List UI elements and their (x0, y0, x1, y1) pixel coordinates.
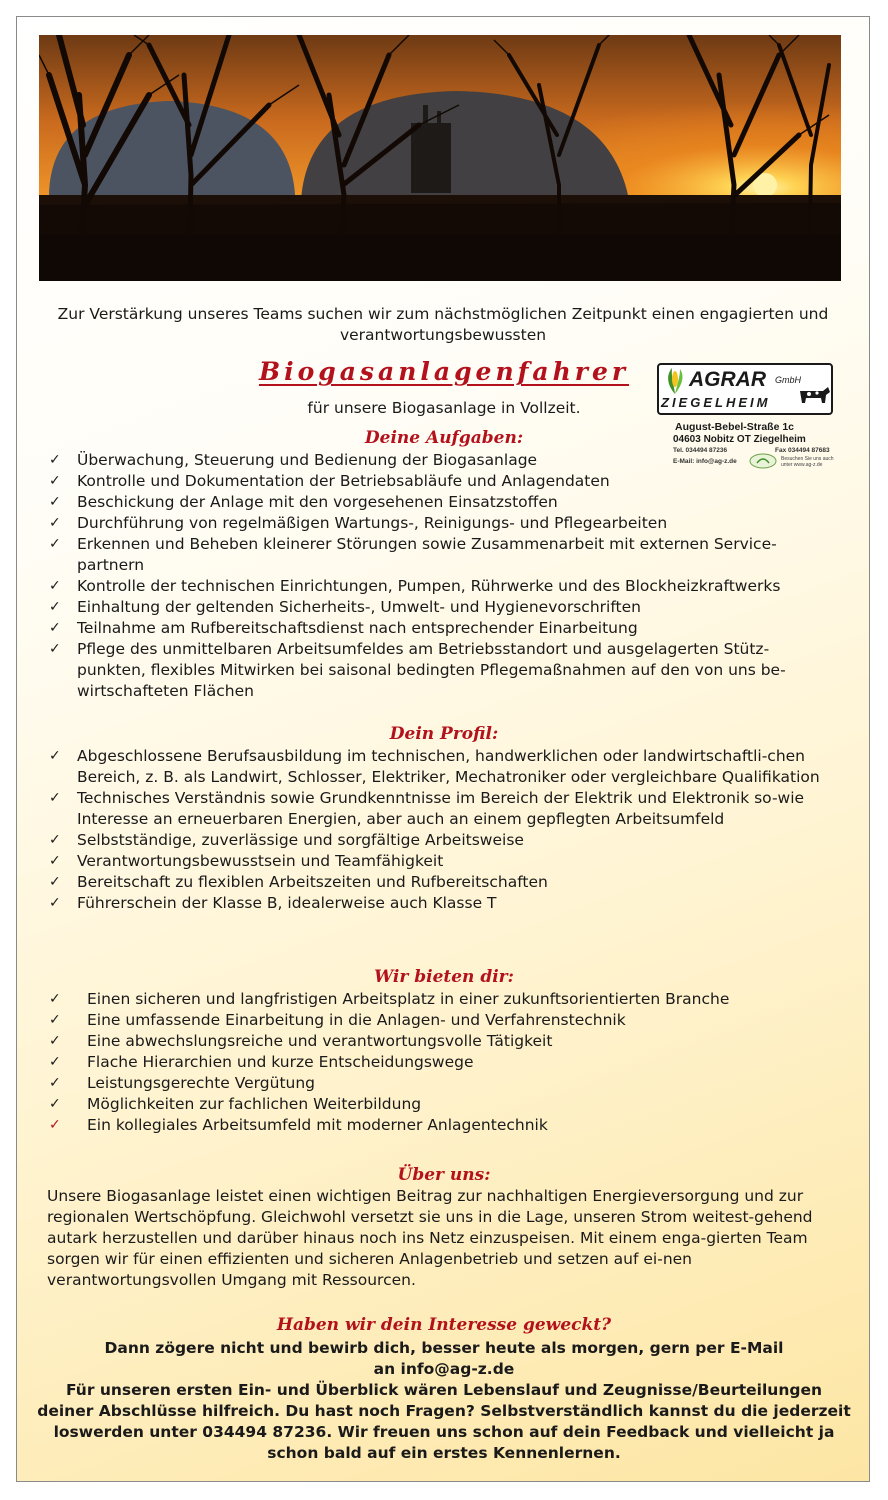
company-street: August-Bebel-Straße 1c (675, 421, 795, 433)
tasks-item (37, 576, 827, 597)
tasks-item (37, 492, 827, 513)
company-name: AGRAR (689, 368, 766, 391)
offer-item (37, 1052, 827, 1073)
hero-sunset-biogas-photo (39, 35, 841, 281)
offer-list (37, 989, 827, 1136)
tasks-item (37, 513, 827, 534)
profile-item-text: Führerschein der Klasse B, idealerweise auch Klasse T (77, 894, 497, 912)
profile-item-text: Verantwortungsbewusstsein und Teamfähigkeit (77, 852, 444, 870)
profile-item-text: Technisches Verständnis sowie Grundkenntnisse im Bereich der Elektrik und Elektronik so-wie Interesse an erneuerbaren Energien, aber auch an einem gepflegten Arbeitsumfeld (77, 789, 805, 828)
check-icon: ✓ (49, 832, 61, 848)
check-icon: ✓ (49, 790, 61, 806)
about-text: Unsere Biogasanlage leistet einen wichtigen Beitrag zur nachhaltigen Energieversorgung und zur regionalen Wertschöpfung. Gleichwohl versetzt sie uns in die Lage, unseren Strom weitest-gehend autark herzustellen und darüber hinaus noch ins Netz einzuspeisen. Mit einem enga-gierten Team sorgen wir für einen effizienten und sicheren Anlagenbetrieb und setzen auf ei-nen verantwortungsvollen Umgang mit Ressourcen. (47, 1187, 813, 1289)
cta-line-email (37, 1359, 851, 1380)
tasks-item (37, 471, 827, 492)
tasks-item-text: Pflege des unmittelbaren Arbeitsumfeldes am Betriebsstandort und ausgelagerten Stütz-punkten, flexibles Mitwirken bei saisonal bedingten Pflegemaßnahmen auf den von uns be-wirtschafteten Flächen (77, 640, 786, 700)
company-logo-box (657, 363, 833, 415)
cta-line-apply (37, 1338, 851, 1359)
check-icon: ✓ (49, 599, 61, 615)
tasks-list (37, 450, 827, 702)
check-icon: ✓ (49, 473, 61, 489)
corn-leaf-icon (662, 367, 688, 395)
cta-line-docs (37, 1380, 851, 1464)
company-city: 04603 Nobitz OT Ziegelheim (673, 434, 806, 445)
profile-item-text: Abgeschlossene Berufsausbildung im technischen, handwerklichen oder landwirtschaftli-chen Bereich, z. B. als Landwirt, Schlosser, Elektriker, Mechatroniker oder vergleichbare Qualifikation (77, 747, 820, 786)
about-heading-text: Über uns: (397, 1165, 491, 1185)
check-icon: ✓ (49, 1075, 61, 1091)
company-place: ZIEGELHEIM (661, 395, 771, 410)
offer-item-text: Ein kollegiales Arbeitsumfeld mit moderner Anlagentechnik (87, 1116, 548, 1134)
check-icon: ✓ (49, 1096, 61, 1112)
profile-item (37, 830, 827, 851)
offer-item (37, 989, 827, 1010)
check-icon: ✓ (49, 991, 61, 1007)
check-icon: ✓ (49, 452, 61, 468)
tasks-item-text: Einhaltung der geltenden Sicherheits-, Umwelt- und Hygienevorschriften (77, 598, 641, 616)
cta-email-link[interactable]: an info@ag-z.de (373, 1360, 515, 1378)
cow-icon (797, 383, 831, 409)
offer-item-text: Eine abwechslungsreiche und verantwortungsvolle Tätigkeit (87, 1032, 553, 1050)
offer-item (37, 1094, 827, 1115)
check-icon: ✓ (49, 853, 61, 869)
check-icon: ✓ (49, 1033, 61, 1049)
check-icon: ✓ (49, 494, 61, 510)
tasks-item (37, 534, 827, 576)
profile-item (37, 893, 827, 914)
check-icon: ✓ (49, 536, 61, 552)
tasks-item (37, 450, 827, 471)
offer-item (37, 1073, 827, 1094)
offer-item (37, 1010, 827, 1031)
offer-item-text: Einen sicheren und langfristigen Arbeitsplatz in einer zukunftsorientierten Branche (87, 990, 730, 1008)
cta-line-apply-text: Dann zögere nicht und bewirb dich, besser heute als morgen, gern per E-Mail (104, 1339, 784, 1357)
profile-item (37, 746, 827, 788)
profile-item (37, 788, 827, 830)
check-icon: ✓ (49, 1054, 61, 1070)
tasks-item (37, 618, 827, 639)
intro-text: Zur Verstärkung unseres Teams suchen wir zum nächstmöglichen Zeitpunkt einen engagierten und verantwortungsbewussten (57, 305, 829, 344)
profile-item-text: Selbstständige, zuverlässige und sorgfältige Arbeitsweise (77, 831, 524, 849)
offer-item-text: Möglichkeiten zur fachlichen Weiterbildung (87, 1095, 422, 1113)
company-visit-note: Besuchen Sie uns auch unter www.ag-z.de (781, 456, 834, 468)
tasks-item-text: Durchführung von regelmäßigen Wartungs-, Reinigungs- und Pflegearbeiten (77, 514, 668, 532)
check-icon: ✓ (49, 1117, 61, 1133)
company-suffix: GmbH (775, 375, 802, 385)
check-icon: ✓ (49, 578, 61, 594)
tasks-item-text: Kontrolle der technischen Einrichtungen, Pumpen, Rührwerke und des Blockheizkraftwerks (77, 577, 781, 595)
about-heading (17, 1165, 870, 1185)
cta-line-docs-text: Für unseren ersten Ein- und Überblick wären Lebenslauf und Zeugnisse/Beurteilungen deiner Abschlüsse hilfreich. Du hast noch Fragen? Selbstverständlich kannst du die jederzeit loswerden unter 034494 87236. Wir freuen uns schon auf dein Feedback und vielleicht ja schon bald auf ein erstes Kennenlernen. (37, 1381, 851, 1462)
profile-list (37, 746, 827, 914)
company-tel: Tel. 034494 87236 (673, 447, 728, 454)
job-title-text: Biogasanlagenfahrer (258, 357, 630, 386)
offer-item-text: Leistungsgerechte Vergütung (87, 1074, 316, 1092)
offer-heading-text: Wir bieten dir: (374, 967, 514, 987)
tasks-item-text: Überwachung, Steuerung und Bedienung der Biogasanlage (77, 451, 538, 469)
tasks-item-text: Teilnahme am Rufbereitschaftsdienst nach entsprechender Einarbeitung (77, 619, 638, 637)
offer-heading (17, 967, 870, 987)
check-icon: ✓ (49, 748, 61, 764)
company-fax: Fax 034494 87683 (775, 447, 830, 454)
offer-item-text: Flache Hierarchien und kurze Entscheidungswege (87, 1053, 474, 1071)
profile-heading-text: Dein Profil: (389, 724, 499, 744)
cta-heading-text: Haben wir dein Interesse geweckt? (276, 1315, 612, 1335)
offer-item (37, 1031, 827, 1052)
tasks-item (37, 639, 827, 702)
tasks-item-text: Erkennen und Beheben kleinerer Störungen sowie Zusammenarbeit mit externen Service-partnern (77, 535, 777, 574)
check-icon: ✓ (49, 895, 61, 911)
tasks-item (37, 597, 827, 618)
profile-item (37, 851, 827, 872)
check-icon: ✓ (49, 874, 61, 890)
offer-item (37, 1115, 827, 1136)
check-icon: ✓ (49, 641, 61, 657)
company-email: E-Mail: info@ag-z.de (673, 458, 737, 465)
check-icon: ✓ (49, 620, 61, 636)
check-icon: ✓ (49, 515, 61, 531)
profile-heading (17, 724, 870, 744)
profile-item-text: Bereitschaft zu flexiblen Arbeitszeiten und Rufbereitschaften (77, 873, 548, 891)
tasks-item-text: Beschickung der Anlage mit den vorgesehenen Einsatzstoffen (77, 493, 558, 511)
tasks-heading-text: Deine Aufgaben: (364, 428, 524, 448)
cta-heading (17, 1315, 870, 1335)
profile-item (37, 872, 827, 893)
job-subtitle-text: für unsere Biogasanlage in Vollzeit. (307, 399, 581, 417)
check-icon: ✓ (49, 1012, 61, 1028)
sunset-illustration (39, 35, 841, 281)
offer-item-text: Eine umfassende Einarbeitung in die Anlagen- und Verfahrenstechnik (87, 1011, 626, 1029)
job-ad-frame (16, 16, 870, 1482)
tasks-item-text: Kontrolle und Dokumentation der Betriebsabläufe und Anlagendaten (77, 472, 610, 490)
